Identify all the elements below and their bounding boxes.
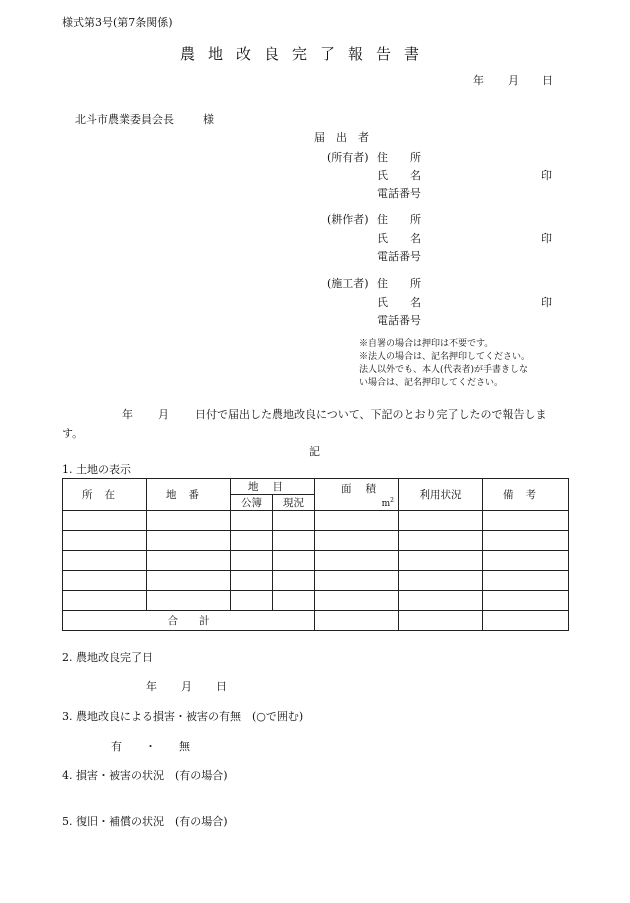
table-row <box>63 531 569 551</box>
completion-year: 年 <box>146 680 157 693</box>
body-line-1: 日付で届出した農地改良について、下記のとおり完了したので報告しま <box>195 408 547 421</box>
table-row <box>63 551 569 571</box>
table-row <box>63 591 569 611</box>
body-year: 年 <box>122 408 133 421</box>
completion-month: 月 <box>181 680 192 693</box>
header-current: 現況 <box>273 495 315 511</box>
option-yes[interactable]: 有 <box>111 740 122 753</box>
cultivator-address-label: 住 所 <box>377 213 421 226</box>
land-table <box>62 478 569 631</box>
contractor-role: (施工者) <box>327 277 369 290</box>
page-title: 農地改良完了報告書 <box>180 45 433 63</box>
cultivator-role: (耕作者) <box>327 213 369 226</box>
contractor-seal: 印 <box>541 296 552 309</box>
total-row <box>63 611 569 631</box>
note-line: 法人以外でも、本人(代表者)が手書きしな <box>359 365 529 375</box>
note-line: ※法人の場合は、記名押印してください。 <box>359 352 531 362</box>
header-land-category: 地目 <box>231 479 315 495</box>
notifier-label: 届 出 者 <box>314 131 369 144</box>
contractor-name-label: 氏 名 <box>377 296 421 309</box>
body-line-2: す。 <box>62 427 84 440</box>
section4-heading: 4. 損害・被害の状況 (有の場合) <box>62 769 228 782</box>
contractor-phone-label: 電話番号 <box>377 314 421 327</box>
owner-role: (所有者) <box>327 151 369 164</box>
header-location: 所在 <box>63 479 147 511</box>
section2-heading: 2. 農地改良完了日 <box>62 651 153 664</box>
addressee-name: 北斗市農業委員会長 <box>75 113 174 126</box>
table-row <box>63 511 569 531</box>
option-no[interactable]: 無 <box>179 740 190 753</box>
header-remarks: 備考 <box>483 479 569 511</box>
note-line: い場合は、記名押印してください。 <box>359 378 504 388</box>
table-row <box>63 571 569 591</box>
date-day: 日 <box>542 74 553 87</box>
date-month: 月 <box>508 74 519 87</box>
section3-heading: 3. 農地改良による損害・被害の有無 (○で囲む) <box>62 710 304 723</box>
owner-phone-label: 電話番号 <box>377 187 421 200</box>
section1-heading: 1. 土地の表示 <box>62 463 131 476</box>
total-label: 合 計 <box>63 611 315 631</box>
header-area: 面積 $m^2$ <box>315 479 399 511</box>
note-line: ※自署の場合は押印は不要です。 <box>359 339 494 349</box>
date-year: 年 <box>473 74 484 87</box>
body-month: 月 <box>158 408 169 421</box>
header-usage: 利用状況 <box>399 479 483 511</box>
owner-seal: 印 <box>541 169 552 182</box>
owner-name-label: 氏 名 <box>377 169 421 182</box>
ki-label: 記 <box>309 445 320 458</box>
form-number: 様式第3号(第7条関係) <box>62 16 173 29</box>
option-separator: ・ <box>145 740 156 753</box>
area-unit: $m^2$ <box>381 497 394 509</box>
cultivator-phone-label: 電話番号 <box>377 250 421 263</box>
contractor-address-label: 住 所 <box>377 277 421 290</box>
addressee-honorific: 様 <box>203 113 214 126</box>
section5-heading: 5. 復旧・補償の状況 (有の場合) <box>62 815 228 828</box>
header-registry: 公簿 <box>231 495 273 511</box>
cultivator-seal: 印 <box>541 232 552 245</box>
header-lot-number: 地番 <box>147 479 231 511</box>
completion-day: 日 <box>216 680 227 693</box>
owner-address-label: 住 所 <box>377 151 421 164</box>
cultivator-name-label: 氏 名 <box>377 232 421 245</box>
